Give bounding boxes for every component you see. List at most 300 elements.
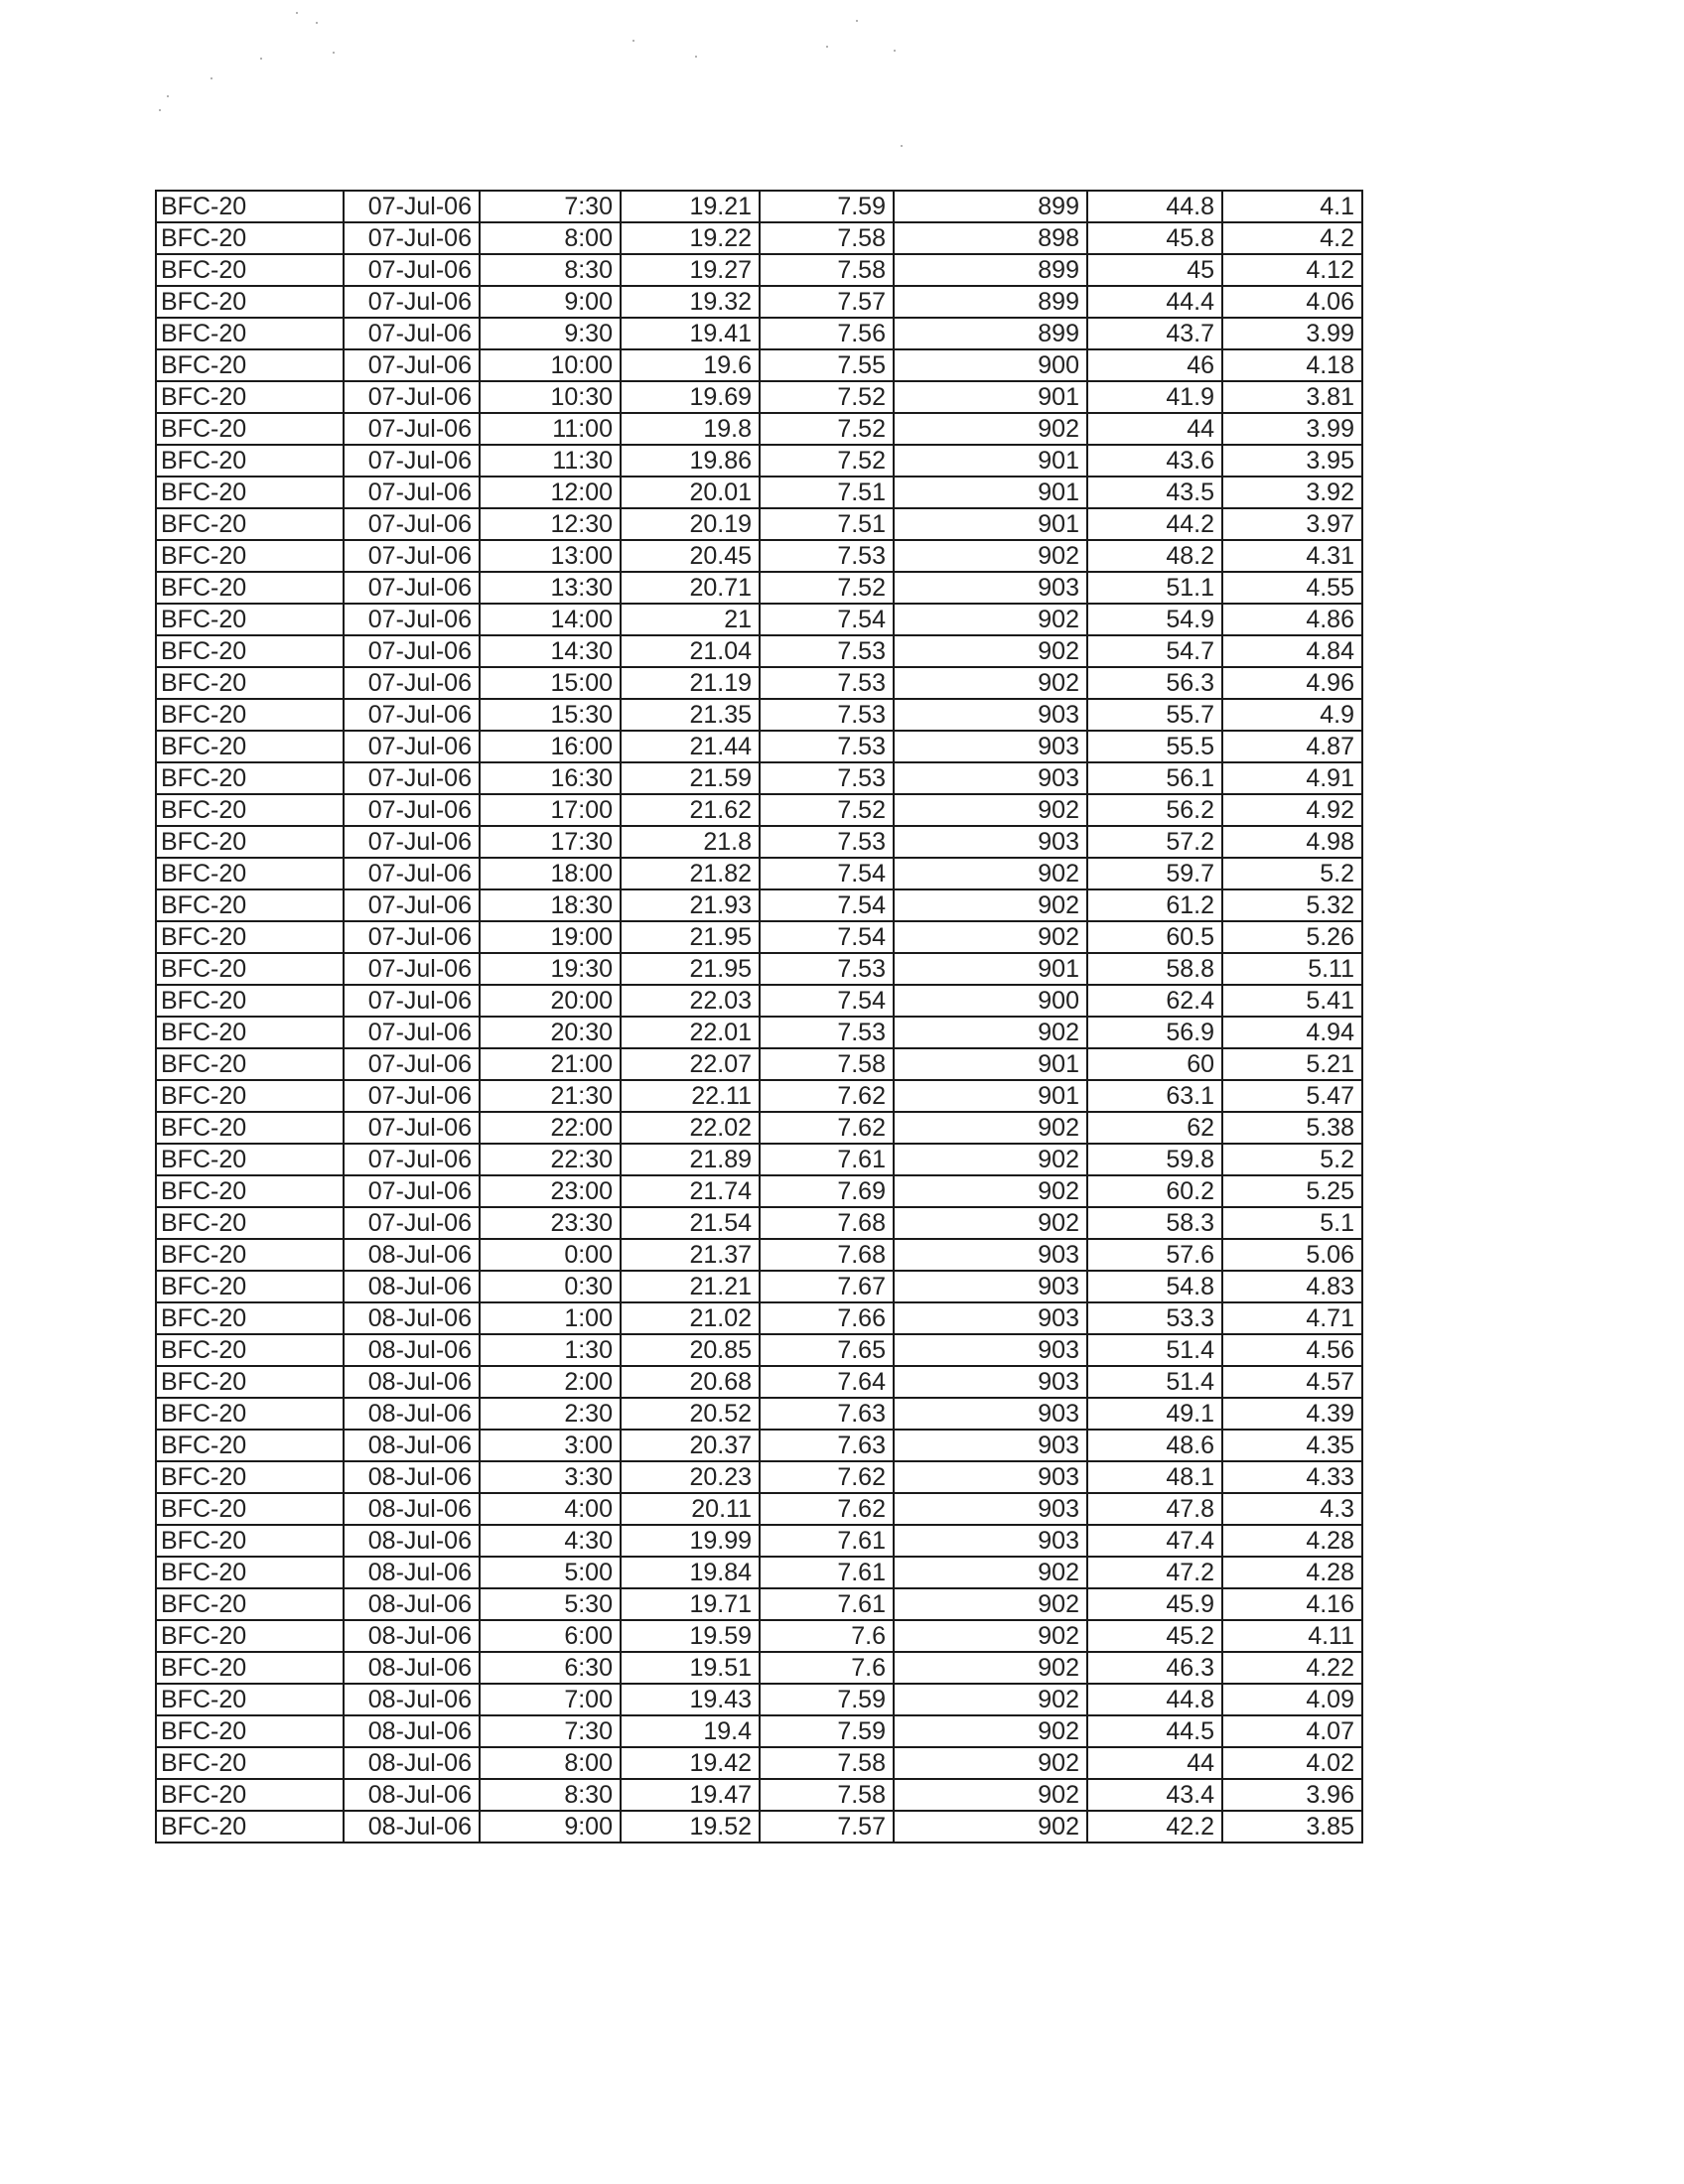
cell-col-5: 7.58 bbox=[760, 1747, 894, 1779]
cell-time: 19:00 bbox=[480, 921, 621, 953]
cell-date: 08-Jul-06 bbox=[344, 1493, 480, 1525]
cell-date: 07-Jul-06 bbox=[344, 445, 480, 477]
cell-site: BFC-20 bbox=[156, 1048, 344, 1080]
table-row bbox=[156, 381, 1362, 413]
cell-col-6: 899 bbox=[894, 191, 1087, 222]
cell-date: 07-Jul-06 bbox=[344, 1144, 480, 1175]
cell-col-6: 902 bbox=[894, 1588, 1087, 1620]
cell-col-7: 44 bbox=[1087, 413, 1222, 445]
table-row bbox=[156, 1112, 1362, 1144]
table-row bbox=[156, 222, 1362, 254]
cell-col-4: 20.45 bbox=[621, 540, 760, 572]
cell-col-6: 903 bbox=[894, 1525, 1087, 1557]
cell-col-7: 56.1 bbox=[1087, 762, 1222, 794]
cell-time: 12:30 bbox=[480, 508, 621, 540]
cell-col-5: 7.58 bbox=[760, 222, 894, 254]
cell-site: BFC-20 bbox=[156, 699, 344, 731]
cell-time: 0:00 bbox=[480, 1239, 621, 1271]
cell-site: BFC-20 bbox=[156, 445, 344, 477]
cell-time: 20:30 bbox=[480, 1017, 621, 1048]
cell-time: 9:30 bbox=[480, 318, 621, 349]
table-row bbox=[156, 604, 1362, 635]
cell-col-7: 56.3 bbox=[1087, 667, 1222, 699]
cell-col-7: 57.2 bbox=[1087, 826, 1222, 858]
cell-col-5: 7.62 bbox=[760, 1080, 894, 1112]
cell-col-7: 43.6 bbox=[1087, 445, 1222, 477]
cell-site: BFC-20 bbox=[156, 731, 344, 762]
cell-time: 10:00 bbox=[480, 349, 621, 381]
cell-col-8: 4.06 bbox=[1222, 286, 1362, 318]
cell-col-8: 4.02 bbox=[1222, 1747, 1362, 1779]
cell-date: 08-Jul-06 bbox=[344, 1652, 480, 1684]
cell-col-7: 48.1 bbox=[1087, 1461, 1222, 1493]
cell-col-5: 7.68 bbox=[760, 1239, 894, 1271]
table-row bbox=[156, 572, 1362, 604]
cell-col-4: 19.4 bbox=[621, 1715, 760, 1747]
cell-col-5: 7.59 bbox=[760, 1715, 894, 1747]
cell-site: BFC-20 bbox=[156, 1779, 344, 1811]
cell-col-6: 902 bbox=[894, 604, 1087, 635]
table-row bbox=[156, 318, 1362, 349]
cell-time: 3:30 bbox=[480, 1461, 621, 1493]
table-row bbox=[156, 1398, 1362, 1430]
table-row bbox=[156, 858, 1362, 889]
cell-site: BFC-20 bbox=[156, 191, 344, 222]
cell-col-4: 19.84 bbox=[621, 1557, 760, 1588]
cell-col-8: 5.06 bbox=[1222, 1239, 1362, 1271]
cell-col-5: 7.61 bbox=[760, 1588, 894, 1620]
cell-col-5: 7.53 bbox=[760, 699, 894, 731]
cell-col-4: 21.54 bbox=[621, 1207, 760, 1239]
cell-col-5: 7.6 bbox=[760, 1652, 894, 1684]
table-row bbox=[156, 1652, 1362, 1684]
table-row bbox=[156, 1811, 1362, 1843]
cell-col-8: 4.56 bbox=[1222, 1334, 1362, 1366]
cell-time: 23:30 bbox=[480, 1207, 621, 1239]
cell-col-4: 19.51 bbox=[621, 1652, 760, 1684]
cell-col-6: 901 bbox=[894, 1048, 1087, 1080]
cell-col-5: 7.65 bbox=[760, 1334, 894, 1366]
cell-col-4: 21.59 bbox=[621, 762, 760, 794]
cell-time: 15:30 bbox=[480, 699, 621, 731]
cell-col-6: 903 bbox=[894, 1430, 1087, 1461]
cell-col-8: 5.41 bbox=[1222, 985, 1362, 1017]
cell-site: BFC-20 bbox=[156, 1620, 344, 1652]
cell-col-7: 47.2 bbox=[1087, 1557, 1222, 1588]
cell-col-6: 902 bbox=[894, 1747, 1087, 1779]
cell-col-5: 7.67 bbox=[760, 1271, 894, 1302]
cell-col-7: 60.5 bbox=[1087, 921, 1222, 953]
cell-col-5: 7.52 bbox=[760, 413, 894, 445]
cell-col-8: 4.39 bbox=[1222, 1398, 1362, 1430]
cell-site: BFC-20 bbox=[156, 1715, 344, 1747]
cell-col-6: 903 bbox=[894, 1271, 1087, 1302]
cell-date: 07-Jul-06 bbox=[344, 318, 480, 349]
cell-col-4: 21.21 bbox=[621, 1271, 760, 1302]
cell-col-5: 7.52 bbox=[760, 572, 894, 604]
cell-col-4: 21.04 bbox=[621, 635, 760, 667]
cell-date: 08-Jul-06 bbox=[344, 1366, 480, 1398]
cell-col-7: 57.6 bbox=[1087, 1239, 1222, 1271]
cell-date: 07-Jul-06 bbox=[344, 794, 480, 826]
cell-date: 07-Jul-06 bbox=[344, 222, 480, 254]
cell-col-8: 4.83 bbox=[1222, 1271, 1362, 1302]
cell-col-4: 21.37 bbox=[621, 1239, 760, 1271]
cell-col-5: 7.62 bbox=[760, 1461, 894, 1493]
cell-site: BFC-20 bbox=[156, 1684, 344, 1715]
cell-col-5: 7.53 bbox=[760, 667, 894, 699]
cell-col-5: 7.58 bbox=[760, 254, 894, 286]
cell-time: 6:30 bbox=[480, 1652, 621, 1684]
cell-date: 07-Jul-06 bbox=[344, 921, 480, 953]
cell-col-5: 7.54 bbox=[760, 985, 894, 1017]
cell-time: 17:00 bbox=[480, 794, 621, 826]
cell-col-5: 7.62 bbox=[760, 1493, 894, 1525]
cell-col-7: 55.5 bbox=[1087, 731, 1222, 762]
table-row bbox=[156, 731, 1362, 762]
table-row bbox=[156, 413, 1362, 445]
cell-date: 08-Jul-06 bbox=[344, 1557, 480, 1588]
cell-col-5: 7.68 bbox=[760, 1207, 894, 1239]
cell-site: BFC-20 bbox=[156, 1366, 344, 1398]
cell-col-6: 899 bbox=[894, 254, 1087, 286]
cell-col-5: 7.51 bbox=[760, 477, 894, 508]
cell-date: 08-Jul-06 bbox=[344, 1684, 480, 1715]
cell-time: 9:00 bbox=[480, 1811, 621, 1843]
cell-col-6: 902 bbox=[894, 1207, 1087, 1239]
cell-col-6: 902 bbox=[894, 1652, 1087, 1684]
cell-site: BFC-20 bbox=[156, 1588, 344, 1620]
cell-col-6: 901 bbox=[894, 445, 1087, 477]
cell-col-8: 3.96 bbox=[1222, 1779, 1362, 1811]
cell-time: 10:30 bbox=[480, 381, 621, 413]
cell-col-5: 7.58 bbox=[760, 1048, 894, 1080]
cell-col-5: 7.51 bbox=[760, 508, 894, 540]
cell-site: BFC-20 bbox=[156, 889, 344, 921]
cell-col-7: 43.7 bbox=[1087, 318, 1222, 349]
cell-col-4: 22.07 bbox=[621, 1048, 760, 1080]
cell-col-5: 7.53 bbox=[760, 635, 894, 667]
table-row bbox=[156, 1525, 1362, 1557]
cell-col-8: 4.28 bbox=[1222, 1525, 1362, 1557]
cell-date: 07-Jul-06 bbox=[344, 667, 480, 699]
cell-date: 07-Jul-06 bbox=[344, 1017, 480, 1048]
cell-col-8: 4.2 bbox=[1222, 222, 1362, 254]
cell-site: BFC-20 bbox=[156, 413, 344, 445]
cell-col-5: 7.53 bbox=[760, 1017, 894, 1048]
cell-col-6: 903 bbox=[894, 762, 1087, 794]
table-row bbox=[156, 1747, 1362, 1779]
cell-col-4: 21.02 bbox=[621, 1302, 760, 1334]
cell-col-8: 4.92 bbox=[1222, 794, 1362, 826]
cell-col-8: 4.33 bbox=[1222, 1461, 1362, 1493]
table-row bbox=[156, 1271, 1362, 1302]
cell-site: BFC-20 bbox=[156, 921, 344, 953]
cell-col-8: 4.84 bbox=[1222, 635, 1362, 667]
cell-col-6: 902 bbox=[894, 1779, 1087, 1811]
cell-col-5: 7.54 bbox=[760, 889, 894, 921]
cell-col-7: 46.3 bbox=[1087, 1652, 1222, 1684]
cell-col-7: 44.5 bbox=[1087, 1715, 1222, 1747]
cell-date: 07-Jul-06 bbox=[344, 1048, 480, 1080]
cell-site: BFC-20 bbox=[156, 1557, 344, 1588]
cell-date: 07-Jul-06 bbox=[344, 254, 480, 286]
cell-col-7: 45.9 bbox=[1087, 1588, 1222, 1620]
cell-site: BFC-20 bbox=[156, 1525, 344, 1557]
table-row bbox=[156, 1430, 1362, 1461]
cell-site: BFC-20 bbox=[156, 477, 344, 508]
cell-col-7: 41.9 bbox=[1087, 381, 1222, 413]
cell-col-5: 7.61 bbox=[760, 1144, 894, 1175]
cell-col-7: 60 bbox=[1087, 1048, 1222, 1080]
cell-col-4: 21.95 bbox=[621, 921, 760, 953]
cell-col-8: 3.97 bbox=[1222, 508, 1362, 540]
cell-col-8: 4.94 bbox=[1222, 1017, 1362, 1048]
cell-col-8: 3.99 bbox=[1222, 318, 1362, 349]
cell-col-6: 898 bbox=[894, 222, 1087, 254]
cell-col-8: 4.22 bbox=[1222, 1652, 1362, 1684]
cell-col-8: 5.32 bbox=[1222, 889, 1362, 921]
cell-date: 07-Jul-06 bbox=[344, 858, 480, 889]
cell-date: 07-Jul-06 bbox=[344, 540, 480, 572]
cell-col-5: 7.54 bbox=[760, 858, 894, 889]
cell-col-6: 902 bbox=[894, 921, 1087, 953]
cell-site: BFC-20 bbox=[156, 286, 344, 318]
cell-date: 08-Jul-06 bbox=[344, 1620, 480, 1652]
cell-time: 18:30 bbox=[480, 889, 621, 921]
cell-col-5: 7.63 bbox=[760, 1430, 894, 1461]
cell-col-6: 901 bbox=[894, 953, 1087, 985]
table-row bbox=[156, 445, 1362, 477]
cell-col-4: 19.86 bbox=[621, 445, 760, 477]
cell-col-5: 7.54 bbox=[760, 604, 894, 635]
cell-time: 1:00 bbox=[480, 1302, 621, 1334]
cell-date: 07-Jul-06 bbox=[344, 477, 480, 508]
cell-col-4: 21.93 bbox=[621, 889, 760, 921]
table-row bbox=[156, 762, 1362, 794]
cell-col-4: 19.52 bbox=[621, 1811, 760, 1843]
cell-date: 08-Jul-06 bbox=[344, 1239, 480, 1271]
table-row bbox=[156, 1461, 1362, 1493]
cell-col-5: 7.6 bbox=[760, 1620, 894, 1652]
table-row bbox=[156, 286, 1362, 318]
cell-date: 07-Jul-06 bbox=[344, 1175, 480, 1207]
cell-col-5: 7.69 bbox=[760, 1175, 894, 1207]
cell-site: BFC-20 bbox=[156, 604, 344, 635]
cell-col-6: 903 bbox=[894, 1302, 1087, 1334]
cell-col-4: 19.27 bbox=[621, 254, 760, 286]
cell-site: BFC-20 bbox=[156, 635, 344, 667]
data-table bbox=[155, 190, 1363, 1843]
cell-col-6: 902 bbox=[894, 635, 1087, 667]
cell-time: 22:00 bbox=[480, 1112, 621, 1144]
cell-col-6: 902 bbox=[894, 1144, 1087, 1175]
cell-col-8: 4.96 bbox=[1222, 667, 1362, 699]
cell-time: 20:00 bbox=[480, 985, 621, 1017]
table-row bbox=[156, 635, 1362, 667]
cell-date: 08-Jul-06 bbox=[344, 1461, 480, 1493]
cell-site: BFC-20 bbox=[156, 1144, 344, 1175]
cell-col-4: 22.11 bbox=[621, 1080, 760, 1112]
cell-col-8: 4.07 bbox=[1222, 1715, 1362, 1747]
cell-time: 11:30 bbox=[480, 445, 621, 477]
table-row bbox=[156, 1334, 1362, 1366]
cell-col-5: 7.57 bbox=[760, 1811, 894, 1843]
table-row bbox=[156, 191, 1362, 222]
cell-col-7: 60.2 bbox=[1087, 1175, 1222, 1207]
cell-col-6: 903 bbox=[894, 1334, 1087, 1366]
cell-col-8: 4.31 bbox=[1222, 540, 1362, 572]
cell-col-7: 54.8 bbox=[1087, 1271, 1222, 1302]
table-row bbox=[156, 1207, 1362, 1239]
cell-col-5: 7.59 bbox=[760, 1684, 894, 1715]
cell-time: 1:30 bbox=[480, 1334, 621, 1366]
cell-site: BFC-20 bbox=[156, 1175, 344, 1207]
cell-col-4: 21.8 bbox=[621, 826, 760, 858]
table-row bbox=[156, 889, 1362, 921]
cell-col-6: 902 bbox=[894, 889, 1087, 921]
cell-col-6: 902 bbox=[894, 1112, 1087, 1144]
cell-col-8: 5.38 bbox=[1222, 1112, 1362, 1144]
cell-col-4: 19.47 bbox=[621, 1779, 760, 1811]
cell-time: 14:00 bbox=[480, 604, 621, 635]
table-row bbox=[156, 1239, 1362, 1271]
cell-date: 07-Jul-06 bbox=[344, 191, 480, 222]
table-row bbox=[156, 953, 1362, 985]
cell-col-5: 7.53 bbox=[760, 826, 894, 858]
cell-col-6: 900 bbox=[894, 985, 1087, 1017]
cell-col-4: 20.01 bbox=[621, 477, 760, 508]
cell-col-4: 21.44 bbox=[621, 731, 760, 762]
cell-col-8: 5.1 bbox=[1222, 1207, 1362, 1239]
cell-date: 08-Jul-06 bbox=[344, 1588, 480, 1620]
table-row bbox=[156, 349, 1362, 381]
cell-site: BFC-20 bbox=[156, 794, 344, 826]
cell-col-7: 63.1 bbox=[1087, 1080, 1222, 1112]
cell-col-7: 44 bbox=[1087, 1747, 1222, 1779]
cell-col-4: 19.59 bbox=[621, 1620, 760, 1652]
cell-site: BFC-20 bbox=[156, 1652, 344, 1684]
cell-col-4: 19.99 bbox=[621, 1525, 760, 1557]
cell-site: BFC-20 bbox=[156, 953, 344, 985]
cell-time: 8:30 bbox=[480, 1779, 621, 1811]
table-row bbox=[156, 254, 1362, 286]
cell-col-5: 7.53 bbox=[760, 953, 894, 985]
cell-col-4: 22.01 bbox=[621, 1017, 760, 1048]
cell-date: 07-Jul-06 bbox=[344, 826, 480, 858]
cell-col-6: 902 bbox=[894, 1620, 1087, 1652]
cell-time: 5:00 bbox=[480, 1557, 621, 1588]
cell-col-8: 4.9 bbox=[1222, 699, 1362, 731]
table-row bbox=[156, 1684, 1362, 1715]
cell-col-4: 21.82 bbox=[621, 858, 760, 889]
table-row bbox=[156, 1588, 1362, 1620]
cell-col-7: 56.2 bbox=[1087, 794, 1222, 826]
cell-date: 08-Jul-06 bbox=[344, 1302, 480, 1334]
table-row bbox=[156, 1144, 1362, 1175]
cell-col-7: 45.2 bbox=[1087, 1620, 1222, 1652]
table-row bbox=[156, 667, 1362, 699]
cell-col-8: 5.25 bbox=[1222, 1175, 1362, 1207]
cell-site: BFC-20 bbox=[156, 1017, 344, 1048]
cell-col-7: 48.2 bbox=[1087, 540, 1222, 572]
table-row bbox=[156, 1080, 1362, 1112]
cell-date: 07-Jul-06 bbox=[344, 953, 480, 985]
cell-col-8: 4.98 bbox=[1222, 826, 1362, 858]
cell-time: 15:00 bbox=[480, 667, 621, 699]
cell-site: BFC-20 bbox=[156, 1080, 344, 1112]
cell-col-8: 4.09 bbox=[1222, 1684, 1362, 1715]
cell-time: 6:00 bbox=[480, 1620, 621, 1652]
cell-time: 4:00 bbox=[480, 1493, 621, 1525]
cell-col-7: 47.8 bbox=[1087, 1493, 1222, 1525]
cell-col-8: 5.2 bbox=[1222, 1144, 1362, 1175]
cell-col-8: 4.11 bbox=[1222, 1620, 1362, 1652]
cell-col-5: 7.53 bbox=[760, 731, 894, 762]
table-row bbox=[156, 699, 1362, 731]
cell-col-4: 20.68 bbox=[621, 1366, 760, 1398]
cell-col-6: 903 bbox=[894, 1239, 1087, 1271]
cell-col-4: 21.95 bbox=[621, 953, 760, 985]
cell-col-7: 49.1 bbox=[1087, 1398, 1222, 1430]
cell-site: BFC-20 bbox=[156, 762, 344, 794]
cell-col-8: 3.95 bbox=[1222, 445, 1362, 477]
table-row bbox=[156, 477, 1362, 508]
cell-col-5: 7.58 bbox=[760, 1779, 894, 1811]
table-row bbox=[156, 540, 1362, 572]
cell-site: BFC-20 bbox=[156, 508, 344, 540]
cell-col-7: 46 bbox=[1087, 349, 1222, 381]
cell-col-6: 903 bbox=[894, 699, 1087, 731]
cell-col-5: 7.54 bbox=[760, 921, 894, 953]
cell-site: BFC-20 bbox=[156, 1747, 344, 1779]
cell-site: BFC-20 bbox=[156, 1398, 344, 1430]
cell-date: 07-Jul-06 bbox=[344, 762, 480, 794]
table-body bbox=[156, 191, 1362, 1843]
cell-col-5: 7.66 bbox=[760, 1302, 894, 1334]
cell-date: 07-Jul-06 bbox=[344, 1112, 480, 1144]
cell-col-7: 44.8 bbox=[1087, 1684, 1222, 1715]
cell-col-7: 58.3 bbox=[1087, 1207, 1222, 1239]
cell-date: 07-Jul-06 bbox=[344, 572, 480, 604]
cell-date: 08-Jul-06 bbox=[344, 1334, 480, 1366]
cell-col-5: 7.61 bbox=[760, 1557, 894, 1588]
cell-time: 8:00 bbox=[480, 1747, 621, 1779]
cell-time: 22:30 bbox=[480, 1144, 621, 1175]
cell-col-5: 7.55 bbox=[760, 349, 894, 381]
cell-col-4: 19.6 bbox=[621, 349, 760, 381]
cell-date: 08-Jul-06 bbox=[344, 1747, 480, 1779]
cell-col-7: 44.8 bbox=[1087, 191, 1222, 222]
cell-site: BFC-20 bbox=[156, 1493, 344, 1525]
cell-date: 07-Jul-06 bbox=[344, 604, 480, 635]
cell-col-4: 19.8 bbox=[621, 413, 760, 445]
cell-site: BFC-20 bbox=[156, 222, 344, 254]
cell-col-8: 4.16 bbox=[1222, 1588, 1362, 1620]
cell-col-7: 45 bbox=[1087, 254, 1222, 286]
cell-col-7: 51.1 bbox=[1087, 572, 1222, 604]
cell-col-7: 59.8 bbox=[1087, 1144, 1222, 1175]
cell-time: 19:30 bbox=[480, 953, 621, 985]
cell-col-8: 5.26 bbox=[1222, 921, 1362, 953]
cell-time: 5:30 bbox=[480, 1588, 621, 1620]
cell-col-6: 903 bbox=[894, 731, 1087, 762]
cell-col-4: 22.03 bbox=[621, 985, 760, 1017]
cell-col-4: 20.37 bbox=[621, 1430, 760, 1461]
cell-time: 8:30 bbox=[480, 254, 621, 286]
cell-col-8: 4.71 bbox=[1222, 1302, 1362, 1334]
cell-col-5: 7.52 bbox=[760, 381, 894, 413]
